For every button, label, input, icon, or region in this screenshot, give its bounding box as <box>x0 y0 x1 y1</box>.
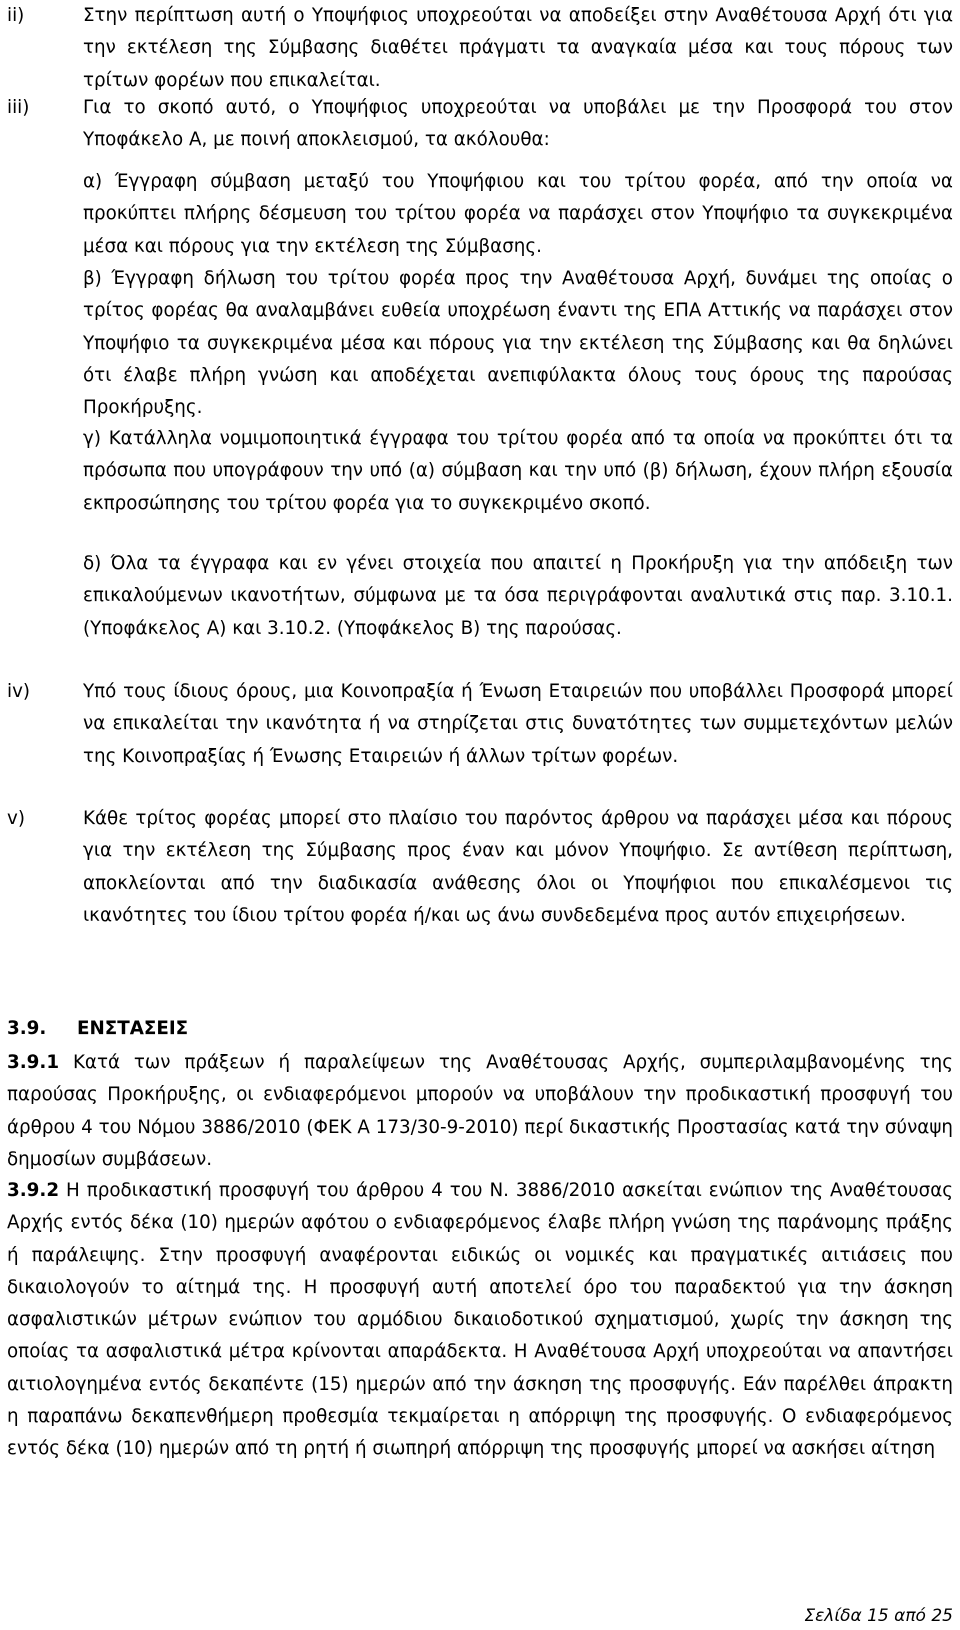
list-label: iv) <box>7 681 31 702</box>
paragraph-text: Η προδικαστική προσφυγή του άρθρου 4 του Ν. 3886/2010 ασκείται ενώπιον της Αναθέτουσας Αρχής εντός δέκα (10) ημερών αφότου ο ενδιαφερόμενος έλαβε πλήρη γνώση της παράνομης πράξης ή παράλειψης. Στην προσφυγή αναφέρονται ειδικώς οι νομικές και πραγματικές αιτιάσεις που δικαιολογούν το αίτημά της. Η προσφυγή αυτή αποτελεί όρο του παραδεκτού για την άσκηση ασφαλιστικών μέτρων ενώπιον του αρμόδιου δικαιοδοτικού σχηματισμού, χωρίς την άσκηση της οποίας τα ασφαλιστικά μέτρα κρίνονται απαράδεκτα. Η Αναθέτουσα Αρχή υποχρεούται να απαντήσει αιτιολογημένα εντός δεκαπέντε (15) ημερών από την άσκηση της προσφυγής. Εάν παρέλθει άπρακτη η παραπάνω δεκαπενθήμερη προθεσμία τεκμαίρεται η απόρριψη της προσφυγής. Ο ενδιαφερόμενος εντός δέκα (10) ημερών από τη ρητή ή σιωπηρή απόρριψη της προσφυγής μπορεί να ασκήσει αίτηση <box>7 1180 953 1460</box>
list-text: Υπό τους ίδιους όρους, μια Κοινοπραξία ή Ένωση Εταιρειών που υποβάλλει Προσφορά μπορεί να επικαλείται την ικανότητα ή να στηρίζεται στις δυνατότητες των συμμετεχόντων μελών της Κοινοπραξίας ή Ένωσης Εταιρειών ή άλλων τρίτων φορέων. <box>83 681 953 767</box>
list-label: v) <box>7 808 25 829</box>
paragraph-number: 3.9.1 <box>7 1052 60 1073</box>
sub-item-text: β) Έγγραφη δήλωση του τρίτου φορέα προς την Αναθέτουσα Αρχή, δυνάμει της οποίας ο τρίτος φορέας θα αναλαμβάνει ευθεία υποχρέωση έναντι της ΕΠΑ Αττικής να παράσχει στον Υποψήφιο τα συγκεκριμένα μέσα και πόρους για την εκτέλεση της Σύμβασης και θα δηλώνει ότι έλαβε πλήρη γνώση και αποδέχεται ανεπιφύλακτα όλους τους όρους της παρούσας Προκήρυξης. <box>83 268 953 419</box>
list-text: Κάθε τρίτος φορέας μπορεί στο πλαίσιο του παρόντος άρθρου να παράσχει μέσα και πόρους για την εκτέλεση της Σύμβασης προς έναν και μόνον Υποψήφιο. Σε αντίθεση περίπτωση, αποκλείονται από την διαδικασία ανάθεσης όλοι οι Υποψήφιοι που επικαλέσμενοι τις ικανότητες του ίδιου τρίτου φορέα ή/και ως άνω συνδεδεμένα προς αυτόν επιχειρήσεων. <box>83 808 953 926</box>
paragraph-text: Κατά των πράξεων ή παραλείψεων της Αναθέτουσας Αρχής, συμπεριλαμβανομένης της παρούσας Προκήρυξης, οι ενδιαφερόμενοι μπορούν να υποβάλουν την προδικαστική προσφυγή του άρθρου 4 του Νόμου 3886/2010 (ΦΕΚ Α 173/30-9-2010) περί δικαστικής Προστασίας κατά την σύναψη δημοσίων συμβάσεων. <box>7 1052 953 1170</box>
list-text: Στην περίπτωση αυτή ο Υποψήφιος υποχρεούται να αποδείξει στην Αναθέτουσα Αρχή ότι για την εκτέλεση της Σύμβασης διαθέτει πράγματι τα αναγκαία μέσα και τους πόρους των τρίτων φορέων που επικαλείται. <box>83 5 953 91</box>
page-number-footer: Σελίδα 15 από 25 <box>804 1606 953 1626</box>
section-heading <box>7 1013 188 1045</box>
paragraph-number: 3.9.2 <box>7 1180 60 1201</box>
section-number: 3.9. <box>7 1018 47 1039</box>
paragraph-3-9-2 <box>7 1175 953 1466</box>
list-label: ii) <box>7 5 25 26</box>
sub-item-text: γ) Κατάλληλα νομιμοποιητικά έγγραφα του τρίτου φορέα από τα οποία να προκύπτει ότι τα πρόσωπα που υπογράφουν την υπό (α) σύμβαση και την υπό (β) δήλωση, έχουν πλήρη εξουσία εκπροσώπησης του τρίτου φορέα για το συγκεκριμένο σκοπό. <box>83 428 953 514</box>
paragraph-3-9-1 <box>7 1047 953 1176</box>
list-label: iii) <box>7 97 30 118</box>
sub-item-text: δ) Όλα τα έγγραφα και εν γένει στοιχεία που απαιτεί η Προκήρυξη για την απόδειξη των επικαλούμενων ικανοτήτων, σύμφωνα με τα όσα περιγράφονται αναλυτικά στις παρ. 3.10.1. (Υποφάκελος Α) και 3.10.2. (Υποφάκελος Β) της παρούσας. <box>83 553 953 639</box>
list-text: Για το σκοπό αυτό, ο Υποψήφιος υποχρεούται να υποβάλει με την Προσφορά του στον Υποφάκελο Α, με ποινή αποκλεισμού, τα ακόλουθα: <box>83 97 953 151</box>
section-title: ΕΝΣΤΑΣΕΙΣ <box>77 1018 189 1039</box>
sub-item-text: α) Έγγραφη σύμβαση μεταξύ του Υποψήφιου και του τρίτου φορέα, από την οποία να προκύπτει πλήρης δέσμευση του τρίτου φορέα να παράσχει στον Υποψήφιο τα συγκεκριμένα μέσα και πόρους για την εκτέλεση της Σύμβασης. <box>83 171 953 257</box>
